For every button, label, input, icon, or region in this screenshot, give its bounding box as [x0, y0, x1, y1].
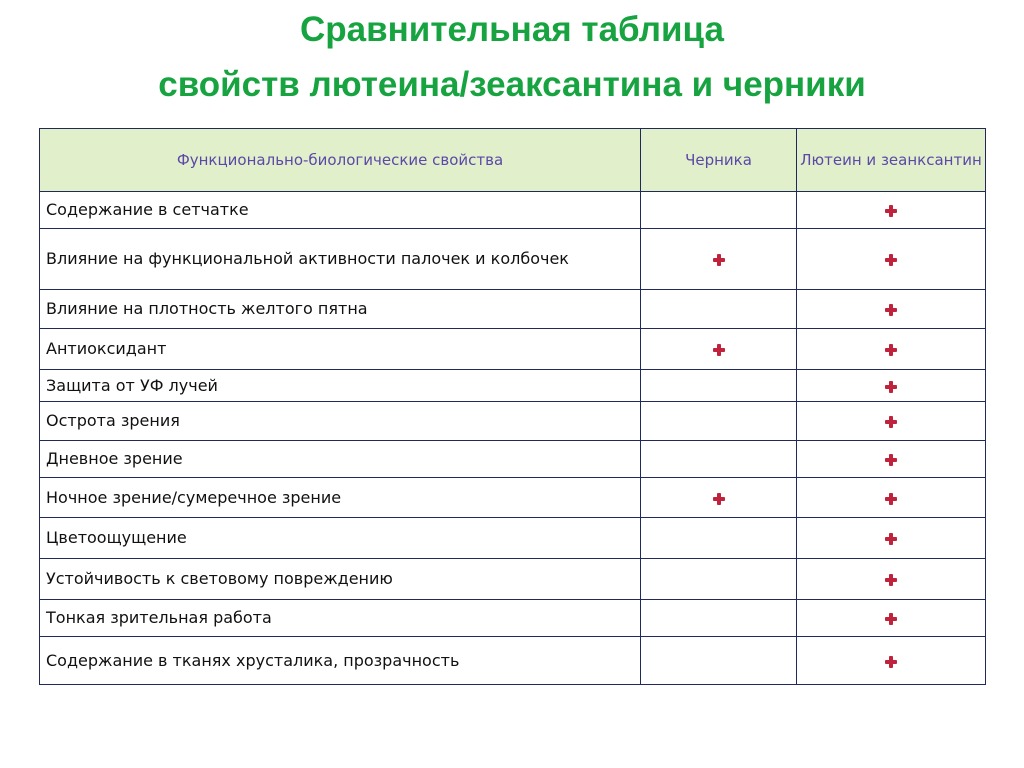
- plus-icon: [713, 493, 725, 505]
- bilberry-cell: [641, 192, 797, 229]
- property-cell: Тонкая зрительная работа: [40, 600, 641, 637]
- lutein-cell: [797, 559, 986, 600]
- bilberry-cell: [641, 290, 797, 329]
- title-line-2: свойств лютеина/зеаксантина и черники: [158, 65, 866, 104]
- lutein-cell: [797, 441, 986, 478]
- table-row: [40, 229, 986, 290]
- lutein-cell: [797, 637, 986, 685]
- title-line-1: Сравнительная таблица: [300, 10, 724, 49]
- table-row: [40, 600, 986, 637]
- property-cell: Влияние на функциональной активности палочек и колбочек: [40, 229, 641, 290]
- page-title: [0, 2, 1024, 112]
- property-cell: Защита от УФ лучей: [40, 370, 641, 402]
- lutein-cell: [797, 192, 986, 229]
- lutein-cell: [797, 329, 986, 370]
- header-lutein: Лютеин и зеанксантин: [797, 129, 986, 192]
- table-row: [40, 559, 986, 600]
- plus-icon: [885, 493, 897, 505]
- plus-icon: [713, 344, 725, 356]
- lutein-cell: [797, 290, 986, 329]
- bilberry-cell: [641, 370, 797, 402]
- property-cell: Ночное зрение/сумеречное зрение: [40, 478, 641, 518]
- plus-icon: [885, 416, 897, 428]
- comparison-table: [39, 128, 986, 685]
- bilberry-cell: [641, 441, 797, 478]
- lutein-cell: [797, 600, 986, 637]
- bilberry-cell: [641, 559, 797, 600]
- plus-icon: [885, 381, 897, 393]
- bilberry-cell: [641, 478, 797, 518]
- header-property: Функционально-биологические свойства: [40, 129, 641, 192]
- table-row: [40, 441, 986, 478]
- plus-icon: [713, 254, 725, 266]
- property-cell: Острота зрения: [40, 402, 641, 441]
- property-cell: Антиоксидант: [40, 329, 641, 370]
- plus-icon: [885, 254, 897, 266]
- property-cell: Цветоощущение: [40, 518, 641, 559]
- property-cell: Содержание в тканях хрусталика, прозрачность: [40, 637, 641, 685]
- table-row: [40, 402, 986, 441]
- plus-icon: [885, 454, 897, 466]
- plus-icon: [885, 533, 897, 545]
- bilberry-cell: [641, 402, 797, 441]
- lutein-cell: [797, 478, 986, 518]
- table-header-row: [40, 129, 986, 192]
- header-bilberry: Черника: [641, 129, 797, 192]
- lutein-cell: [797, 370, 986, 402]
- table-body: [40, 192, 986, 685]
- plus-icon: [885, 574, 897, 586]
- bilberry-cell: [641, 600, 797, 637]
- property-cell: Дневное зрение: [40, 441, 641, 478]
- table-row: [40, 637, 986, 685]
- table-row: [40, 478, 986, 518]
- lutein-cell: [797, 518, 986, 559]
- table-row: [40, 192, 986, 229]
- property-cell: Содержание в сетчатке: [40, 192, 641, 229]
- plus-icon: [885, 613, 897, 625]
- plus-icon: [885, 656, 897, 668]
- table-row: [40, 518, 986, 559]
- lutein-cell: [797, 229, 986, 290]
- plus-icon: [885, 205, 897, 217]
- bilberry-cell: [641, 329, 797, 370]
- table-row: [40, 329, 986, 370]
- table-row: [40, 370, 986, 402]
- bilberry-cell: [641, 229, 797, 290]
- property-cell: Устойчивость к световому повреждению: [40, 559, 641, 600]
- lutein-cell: [797, 402, 986, 441]
- property-cell: Влияние на плотность желтого пятна: [40, 290, 641, 329]
- bilberry-cell: [641, 637, 797, 685]
- plus-icon: [885, 304, 897, 316]
- bilberry-cell: [641, 518, 797, 559]
- table-row: [40, 290, 986, 329]
- plus-icon: [885, 344, 897, 356]
